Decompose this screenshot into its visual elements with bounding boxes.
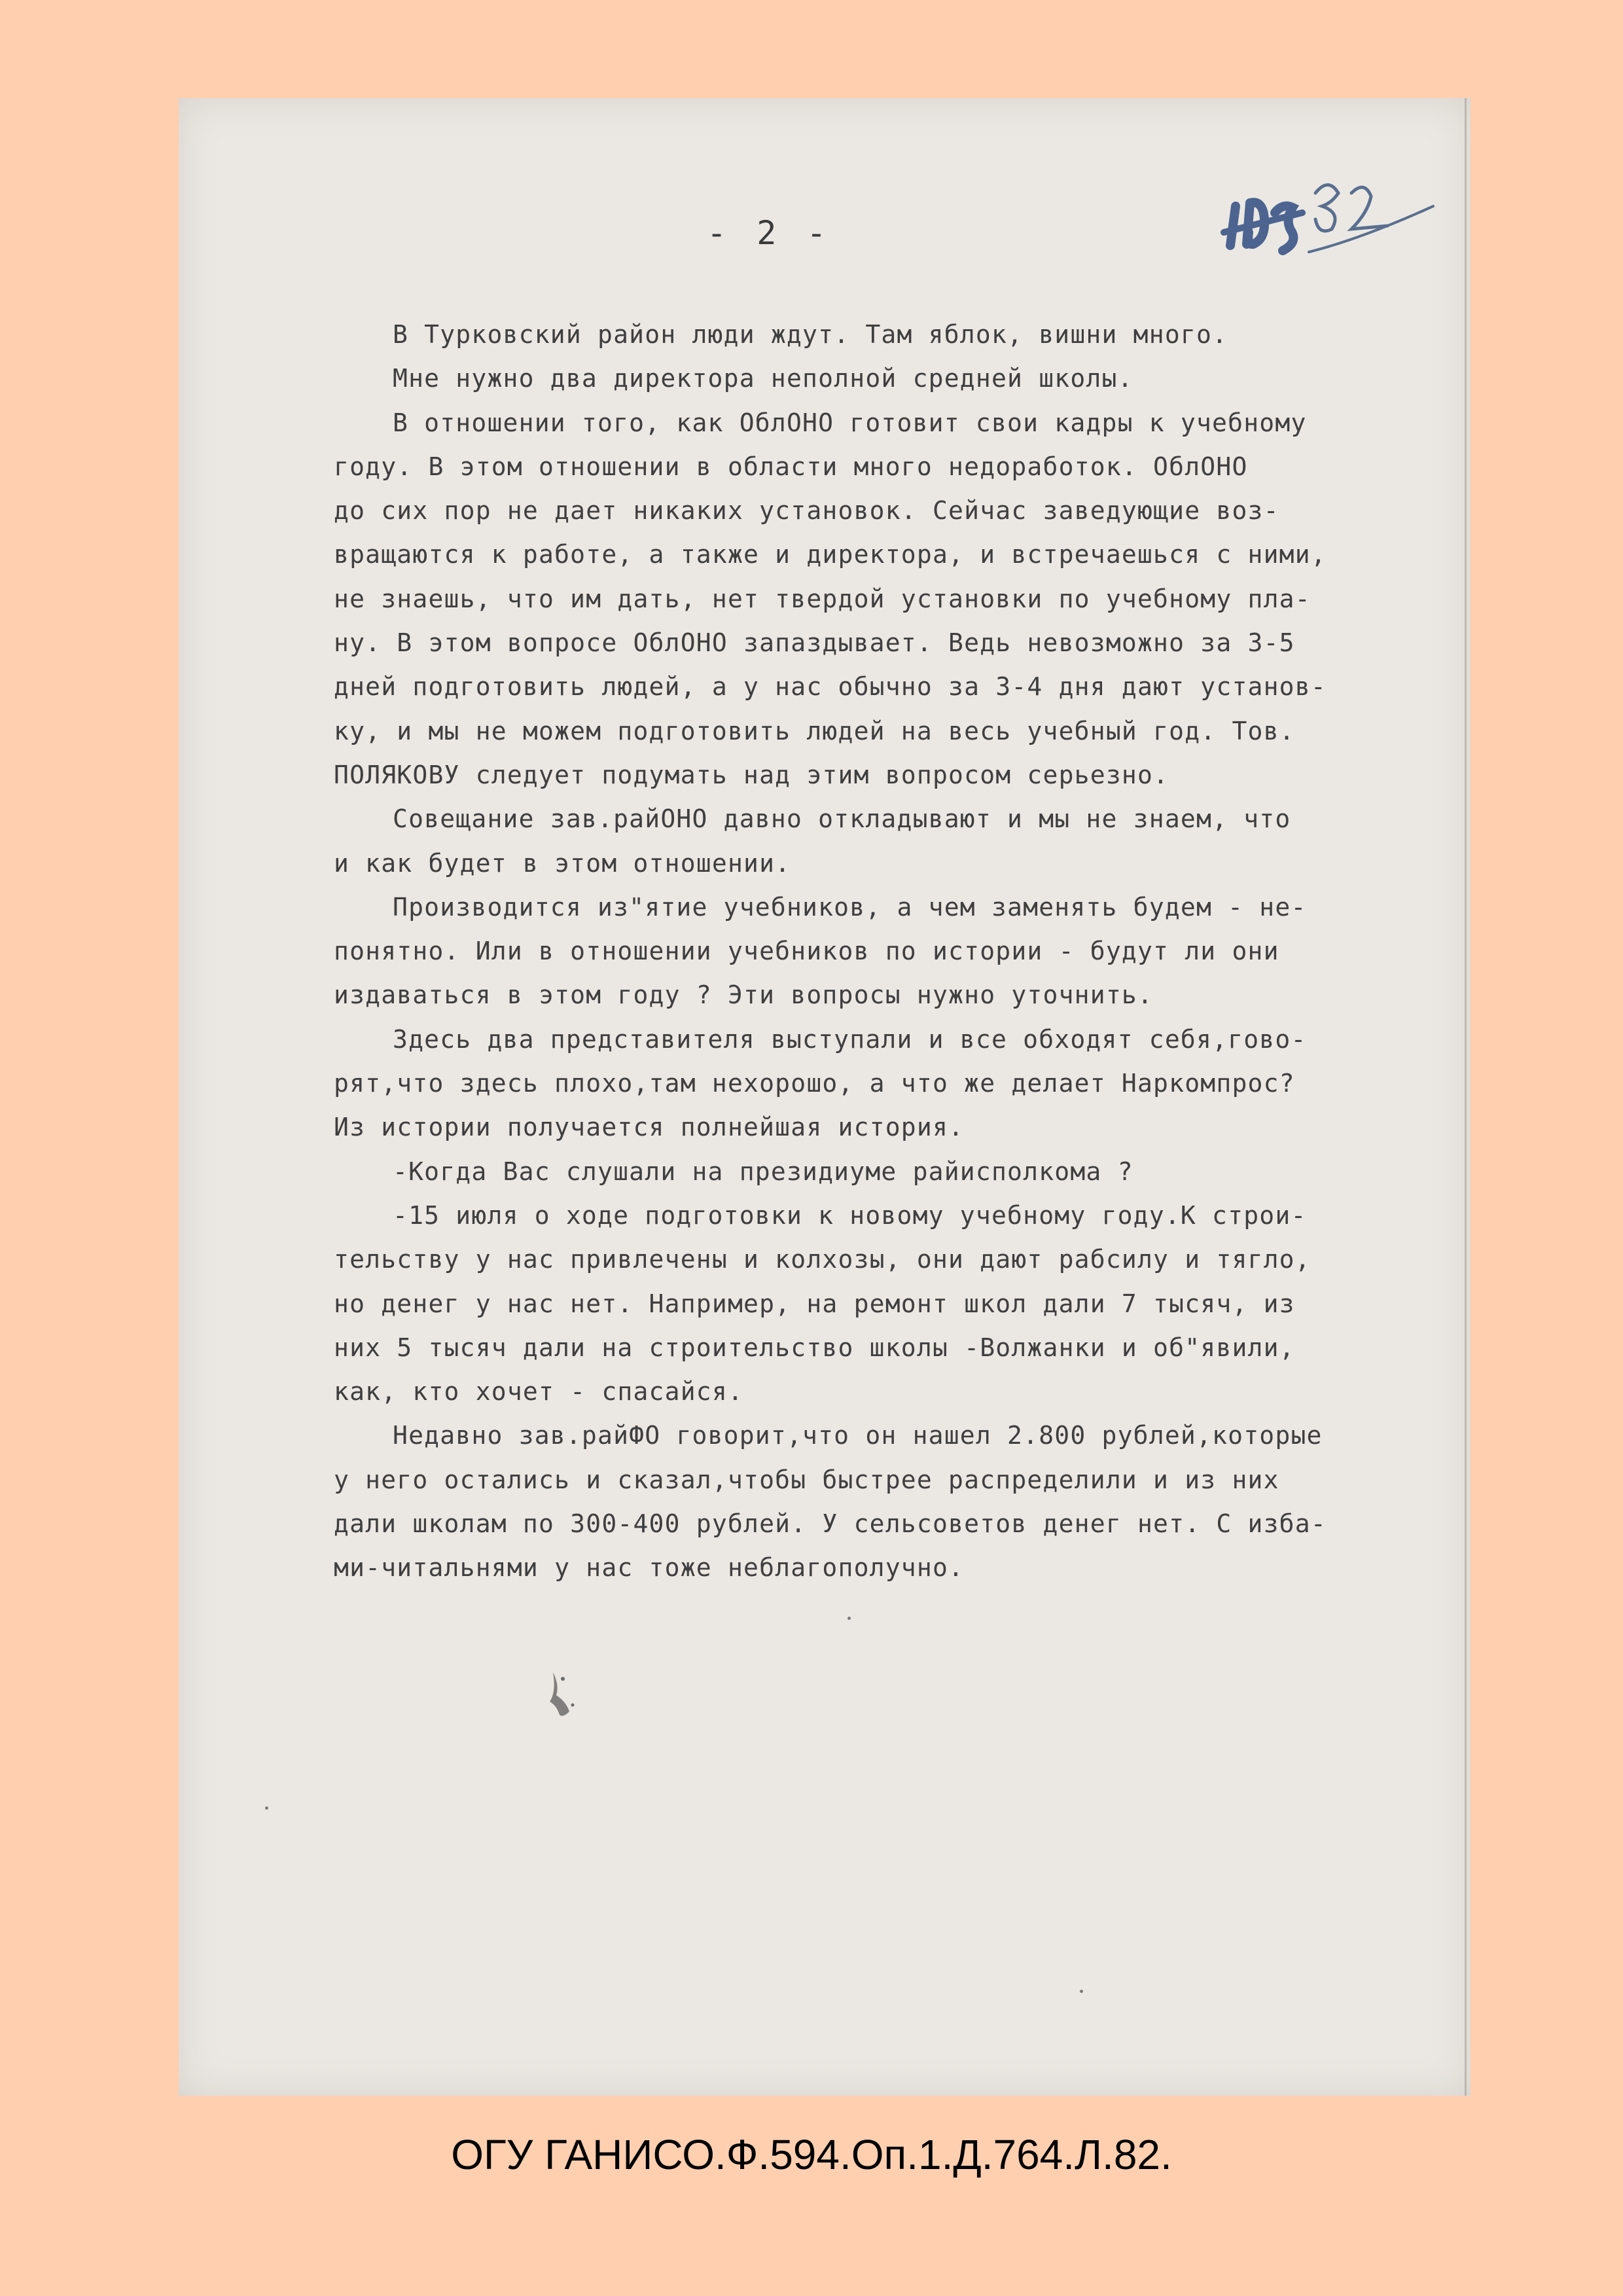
text-line: Мне нужно два директора неполной средней школы. [393,364,1133,393]
paper-speck [847,1617,851,1620]
text-line: -15 июля о ходе подготовки к новому учебному году.К строи- [393,1200,1307,1230]
text-line: рят,что здесь плохо,там нехорошо, а что же делает Наркомпрос? [334,1069,1295,1098]
text-line: Совещание зав.райОНО давно откладывают и мы не знаем, что [393,804,1291,834]
text-line: В отношении того, как ОблОНО готовит свои кадры к учебному [393,408,1307,437]
text-line: Недавно зав.райФО говорит,что он нашел 2.800 рублей,которые [393,1421,1323,1450]
text-line: у него остались и сказал,чтобы быстрее распределили и из них [334,1465,1279,1494]
text-line: них 5 тысяч дали на строительство школы -Волжанки и об"явили, [334,1333,1295,1362]
text-line: издаваться в этом году ? Эти вопросы нужно уточнить. [334,980,1154,1010]
text-line: как, кто хочет - спасайся. [334,1377,744,1407]
handwritten-folio-number [1217,167,1453,291]
archive-reference-caption: ОГУ ГАНИСО.Ф.594.Оп.1.Д.764.Л.82. [451,2131,1172,2178]
text-line: до сих пор не дает никаких установок. Сейчас заведующие воз- [334,496,1279,526]
text-line: но денег у нас нет. Например, на ремонт школ дали 7 тысяч, из [334,1289,1295,1318]
text-line: ПОЛЯКОВУ следует подумать над этим вопросом серьезно. [334,760,1169,789]
typewritten-text [334,313,1472,1590]
text-line: понятно. Или в отношении учебников по истории - будут ли они [334,937,1279,966]
paper-speck [1080,1990,1083,1993]
archive-folio-mark [1217,167,1453,291]
text-line: Здесь два представителя выступали и все обходят себя,гово- [393,1024,1307,1054]
text-line: не знаешь, что им дать, нет твердой установки по учебному пла- [334,584,1311,613]
text-line: -Когда Вас слушали на президиуме райисполкома ? [393,1157,1133,1186]
text-line: В Турковский район люди ждут. Там яблок, вишни много. [393,320,1228,349]
text-line: дали школам по 300-400 рублей. У сельсоветов денег нет. С изба- [334,1509,1327,1539]
text-line: Из истории получается полнейшая история. [334,1113,965,1142]
text-line: вращаются к работе, а также и директора, и встречаешься с ними, [334,540,1327,569]
text-line: ку, и мы не можем подготовить людей на весь учебный год. Тов. [334,716,1295,745]
text-line: и как будет в этом отношении. [334,848,791,878]
text-line: ми-читальнями у нас тоже неблагополучно. [334,1553,965,1583]
text-line: тельству у нас привлечены и колхозы, они дают рабсилу и тягло, [334,1245,1311,1274]
text-line: Производится из"ятие учебников, а чем заменять будем - не- [393,892,1307,922]
text-line: году. В этом отношении в области много недоработок. ОблОНО [334,452,1248,481]
paper-speck [265,1806,268,1810]
page-number: - 2 - [707,214,832,252]
text-line: ну. В этом вопросе ОблОНО запаздывает. Ведь невозможно за 3-5 [334,628,1295,658]
text-line: дней подготовить людей, а у нас обычно за 3-4 дня дают установ- [334,672,1327,702]
ink-smudge [543,1666,582,1725]
